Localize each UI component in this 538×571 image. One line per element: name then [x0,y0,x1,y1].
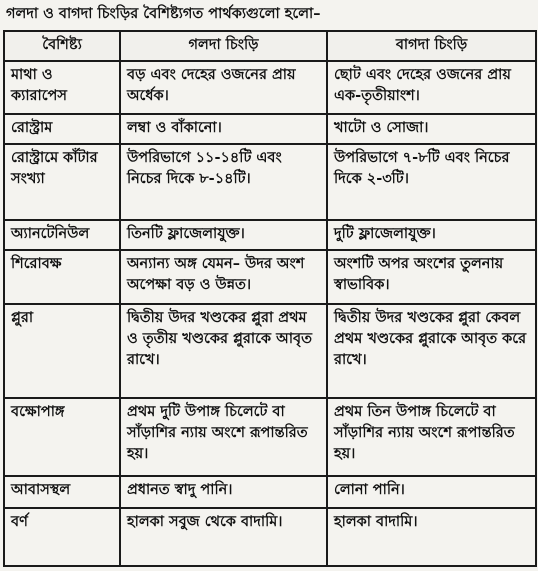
bagda-cell: দুটি ফ্লাজেলাযুক্ত। [327,220,536,250]
section-heading: গলদা ও বাগদা চিংড়ির বৈশিষ্ট্যগত পার্থক্যগুলো হলো– [6,6,321,22]
table-header-row [4,31,536,61]
bagda-cell: প্রথম তিন উপাঙ্গ চিলেটে বা সাঁড়াশির ন্যায় অংশে রূপান্তরিত হয়। [327,398,536,476]
table-row [4,220,536,250]
feature-cell: প্লুরা [4,304,120,398]
header-golda-prawn: গলদা চিংড়ি [120,31,327,61]
feature-cell: অ্যানটেনিউল [4,220,120,250]
golda-cell: উপরিভাগে ১১-১৪টি এবং নিচের দিকে ৮-১৪টি। [120,144,327,220]
header-feature: বৈশিষ্ট্য [4,31,120,61]
header-bagda-shrimp: বাগদা চিংড়ি [327,31,536,61]
bagda-cell: অংশটি অপর অংশের তুলনায় স্বাভাবিক। [327,250,536,304]
table-row [4,476,536,508]
golda-cell: দ্বিতীয় উদর খণ্ডকের প্লুরা প্রথম ও তৃতীয় খণ্ডকের প্লুরাকে আবৃত রাখে। [120,304,327,398]
golda-cell: বড় এবং দেহের ওজনের প্রায় অর্ধেক। [120,61,327,114]
feature-cell: মাথা ও ক্যারাপেস [4,61,120,114]
table-row [4,114,536,144]
feature-cell: রোস্ট্রামে কাঁটার সংখ্যা [4,144,120,220]
golda-cell: হালকা সবুজ থেকে বাদামি। [120,508,327,566]
table-row [4,304,536,398]
bagda-cell: দ্বিতীয় উদর খণ্ডকের প্লুরা কেবল প্রথম খণ্ডকের প্লুরাকে আবৃত করে রাখে। [327,304,536,398]
feature-cell: আবাসস্থল [4,476,120,508]
feature-cell: বর্ণ [4,508,120,566]
feature-cell: রোস্ট্রাম [4,114,120,144]
golda-cell: লম্বা ও বাঁকানো। [120,114,327,144]
bagda-cell: খাটো ও সোজা। [327,114,536,144]
table-row [4,250,536,304]
comparison-table [3,30,537,567]
table-row [4,144,536,220]
table-row [4,61,536,114]
golda-cell: তিনটি ফ্লাজেলাযুক্ত। [120,220,327,250]
golda-cell: প্রধানত স্বাদু পানি। [120,476,327,508]
bagda-cell: হালকা বাদামি। [327,508,536,566]
feature-cell: শিরোবক্ষ [4,250,120,304]
bagda-cell: ছোট এবং দেহের ওজনের প্রায় এক-তৃতীয়াংশ। [327,61,536,114]
golda-cell: অন্যান্য অঙ্গ যেমন– উদর অংশ অপেক্ষা বড় ও উন্নত। [120,250,327,304]
table-row [4,508,536,566]
bagda-cell: উপরিভাগে ৭-৮টি এবং নিচের দিকে ২-৩টি। [327,144,536,220]
bagda-cell: লোনা পানি। [327,476,536,508]
table-row [4,398,536,476]
feature-cell: বক্ষোপাঙ্গ [4,398,120,476]
golda-cell: প্রথম দুটি উপাঙ্গ চিলেটে বা সাঁড়াশির ন্যায় অংশে রূপান্তরিত হয়। [120,398,327,476]
